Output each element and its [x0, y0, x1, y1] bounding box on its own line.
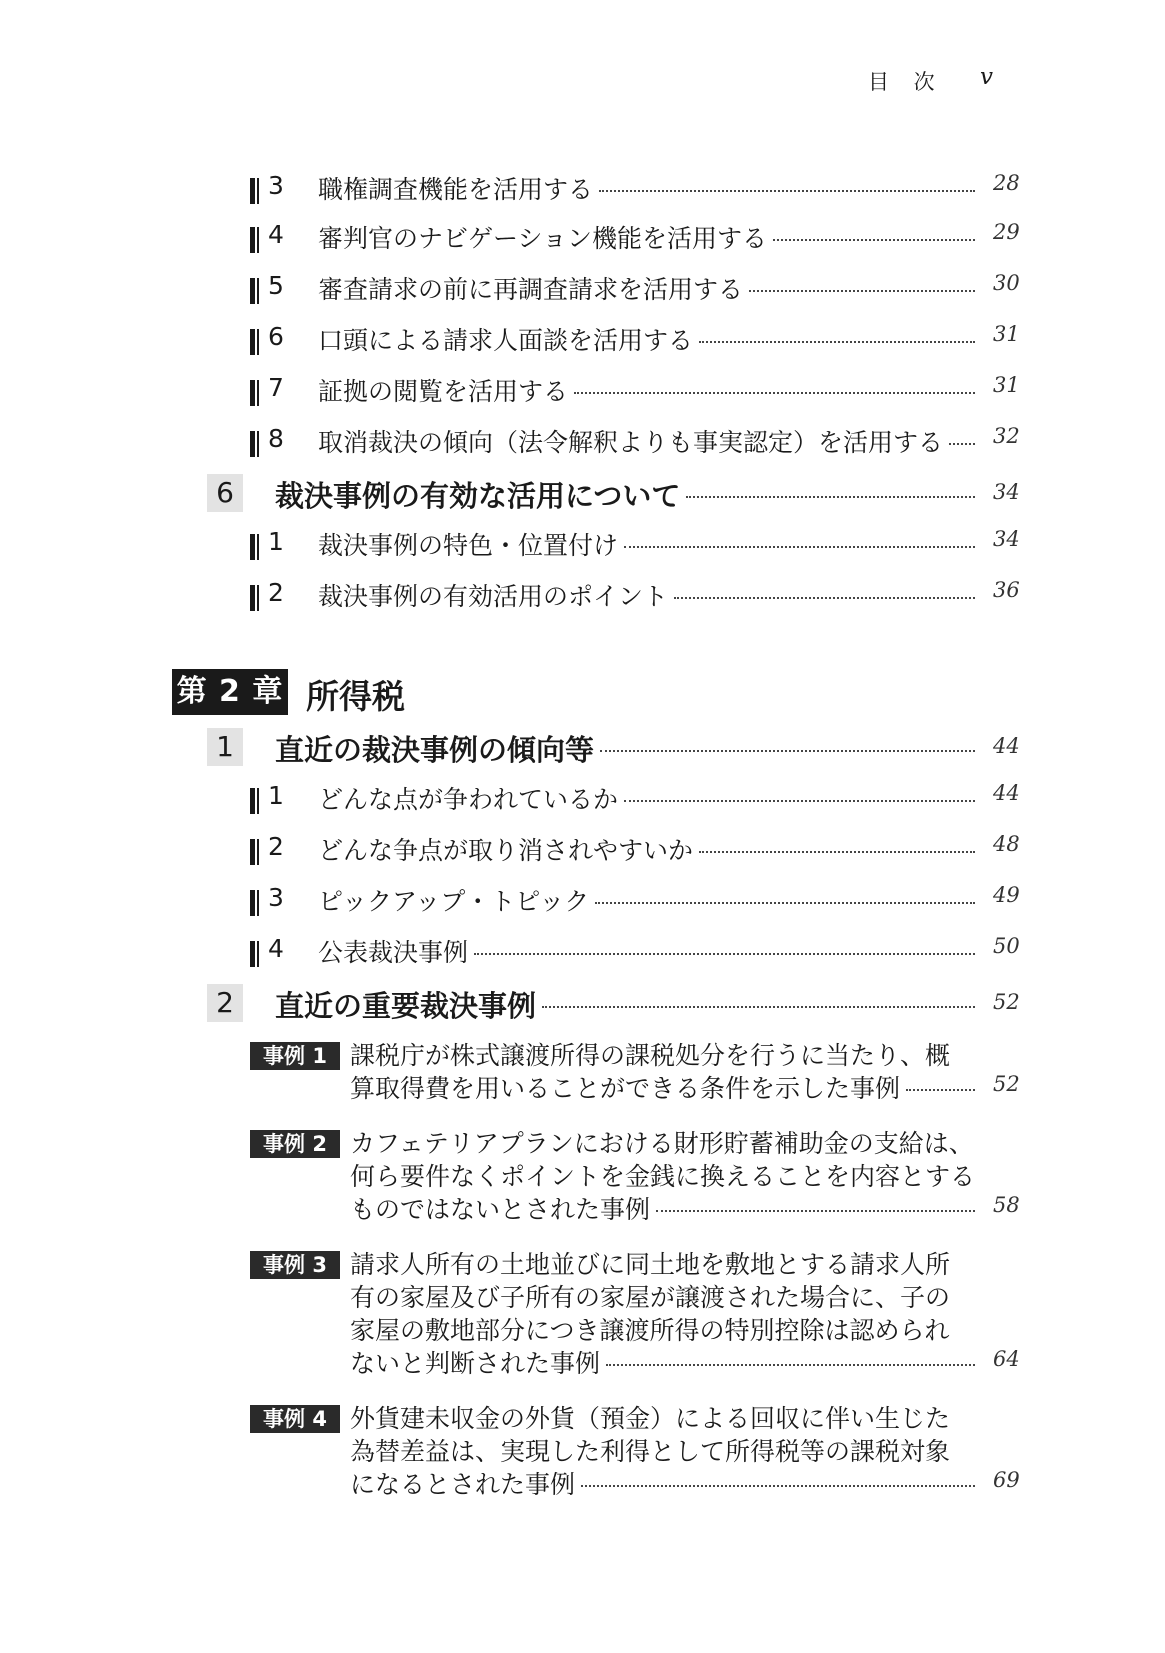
- subitem-page: 31: [993, 373, 1020, 397]
- subitem-number: 4: [268, 934, 284, 963]
- case-title-line: 家屋の敷地部分につき譲渡所得の特別控除は認められ: [350, 1316, 950, 1345]
- subitem-label: 証拠の閲覧を活用する: [318, 377, 569, 406]
- subitem-bar-mark: [250, 890, 260, 916]
- leader-dots: [686, 496, 975, 498]
- case-title-line: 算取得費を用いることができる条件を示した事例: [350, 1074, 901, 1103]
- subitem-bar-mark: [250, 329, 260, 355]
- case-page: 58: [993, 1193, 1020, 1217]
- subitem-number: 3: [268, 171, 284, 200]
- subitem-page: 44: [993, 781, 1020, 805]
- subitem-label: 口頭による請求人面談を活用する: [318, 326, 694, 355]
- subitem-bar-mark: [250, 534, 260, 560]
- leader-dots: [699, 851, 975, 853]
- subitem-label: 職権調査機能を活用する: [318, 175, 594, 204]
- case-title-line: 為替差益は、実現した利得として所得税等の課税対象: [350, 1437, 951, 1466]
- case-title-line: ものではないとされた事例: [350, 1195, 651, 1224]
- subitem-number: 1: [268, 781, 284, 810]
- leader-dots: [595, 902, 975, 904]
- subitem-page: 28: [993, 171, 1020, 195]
- section-number-box: 1: [207, 728, 243, 766]
- leader-dots: [600, 750, 975, 752]
- subitem-bar-mark: [250, 788, 260, 814]
- subitem-page: 32: [993, 424, 1020, 448]
- subitem-bar-mark: [250, 380, 260, 406]
- case-title-line: 請求人所有の土地並びに同土地を敷地とする請求人所: [350, 1250, 951, 1279]
- case-page: 64: [993, 1347, 1020, 1371]
- leader-dots: [749, 290, 975, 292]
- case-title-line: 外貨建未収金の外貨（預金）による回収に伴い生じた: [350, 1404, 951, 1433]
- leader-dots: [606, 1364, 975, 1366]
- section-number-box: 2: [207, 984, 243, 1022]
- subitem-label: どんな点が争われているか: [318, 785, 619, 814]
- section-page: 34: [993, 480, 1020, 504]
- case-tag: 事例 1: [250, 1042, 340, 1070]
- section-page: 52: [993, 990, 1020, 1014]
- subitem-label: 審査請求の前に再調査請求を活用する: [318, 275, 744, 304]
- subitem-label: 裁決事例の有効活用のポイント: [318, 582, 669, 611]
- leader-dots: [474, 953, 975, 955]
- subitem-label: 公表裁決事例: [318, 938, 469, 967]
- case-title-line: になるとされた事例: [350, 1470, 576, 1499]
- leader-dots: [624, 800, 975, 802]
- leader-dots: [599, 190, 975, 192]
- case-tag: 事例 4: [250, 1405, 340, 1433]
- leader-dots: [581, 1485, 975, 1487]
- subitem-page: 29: [993, 220, 1020, 244]
- case-tag: 事例 2: [250, 1130, 340, 1158]
- leader-dots: [624, 546, 975, 548]
- subitem-bar-mark: [250, 178, 260, 204]
- subitem-number: 8: [268, 424, 284, 453]
- subitem-page: 36: [993, 578, 1020, 602]
- case-title-line: カフェテリアプランにおける財形貯蓄補助金の支給は、: [350, 1129, 974, 1158]
- subitem-label: 審判官のナビゲーション機能を活用する: [318, 224, 768, 253]
- subitem-bar-mark: [250, 839, 260, 865]
- leader-dots: [656, 1210, 975, 1212]
- subitem-page: 31: [993, 322, 1020, 346]
- subitem-label: どんな争点が取り消されやすいか: [318, 836, 694, 865]
- subitem-number: 2: [268, 832, 284, 861]
- case-title-line: 有の家屋及び子所有の家屋が譲渡された場合に、子の: [350, 1283, 951, 1312]
- subitem-bar-mark: [250, 431, 260, 457]
- subitem-page: 48: [993, 832, 1020, 856]
- section-page: 44: [993, 734, 1020, 758]
- subitem-number: 1: [268, 527, 284, 556]
- case-title-line: 課税庁が株式譲渡所得の課税処分を行うに当たり、概: [350, 1041, 951, 1070]
- subitem-bar-mark: [250, 227, 260, 253]
- case-title-line: ないと判断された事例: [350, 1349, 601, 1378]
- running-header: [868, 62, 1008, 102]
- subitem-number: 3: [268, 883, 284, 912]
- leader-dots: [949, 443, 975, 445]
- case-page: 69: [993, 1468, 1020, 1492]
- subitem-page: 30: [993, 271, 1020, 295]
- case-page: 52: [993, 1072, 1020, 1096]
- case-title-line: 何ら要件なくポイントを金銭に換えることを内容とする: [350, 1162, 976, 1191]
- subitem-page: 50: [993, 934, 1020, 958]
- section-label: 裁決事例の有効な活用について: [275, 479, 681, 513]
- subitem-label: ピックアップ・トピック: [318, 887, 590, 916]
- leader-dots: [699, 341, 975, 343]
- leader-dots: [574, 392, 975, 394]
- subitem-number: 2: [268, 578, 284, 607]
- chapter-badge: 第 2 章: [172, 669, 288, 715]
- header-page-number: v: [980, 64, 993, 90]
- subitem-page: 34: [993, 527, 1020, 551]
- subitem-number: 5: [268, 271, 284, 300]
- subitem-number: 6: [268, 322, 284, 351]
- leader-dots: [542, 1006, 975, 1008]
- subitem-bar-mark: [250, 278, 260, 304]
- subitem-number: 7: [268, 373, 284, 402]
- subitem-page: 49: [993, 883, 1020, 907]
- leader-dots: [773, 239, 975, 241]
- section-number-box: 6: [207, 474, 243, 512]
- subitem-label: 裁決事例の特色・位置付け: [318, 531, 619, 560]
- section-label: 直近の重要裁決事例: [275, 989, 537, 1023]
- subitem-bar-mark: [250, 941, 260, 967]
- header-title: 目 次: [868, 70, 944, 94]
- leader-dots: [906, 1089, 975, 1091]
- subitem-label: 取消裁決の傾向（法令解釈よりも事実認定）を活用する: [318, 428, 944, 457]
- subitem-bar-mark: [250, 585, 260, 611]
- chapter-title: 所得税: [306, 677, 405, 716]
- case-tag: 事例 3: [250, 1251, 340, 1279]
- leader-dots: [674, 597, 975, 599]
- section-label: 直近の裁決事例の傾向等: [275, 733, 595, 767]
- subitem-number: 4: [268, 220, 284, 249]
